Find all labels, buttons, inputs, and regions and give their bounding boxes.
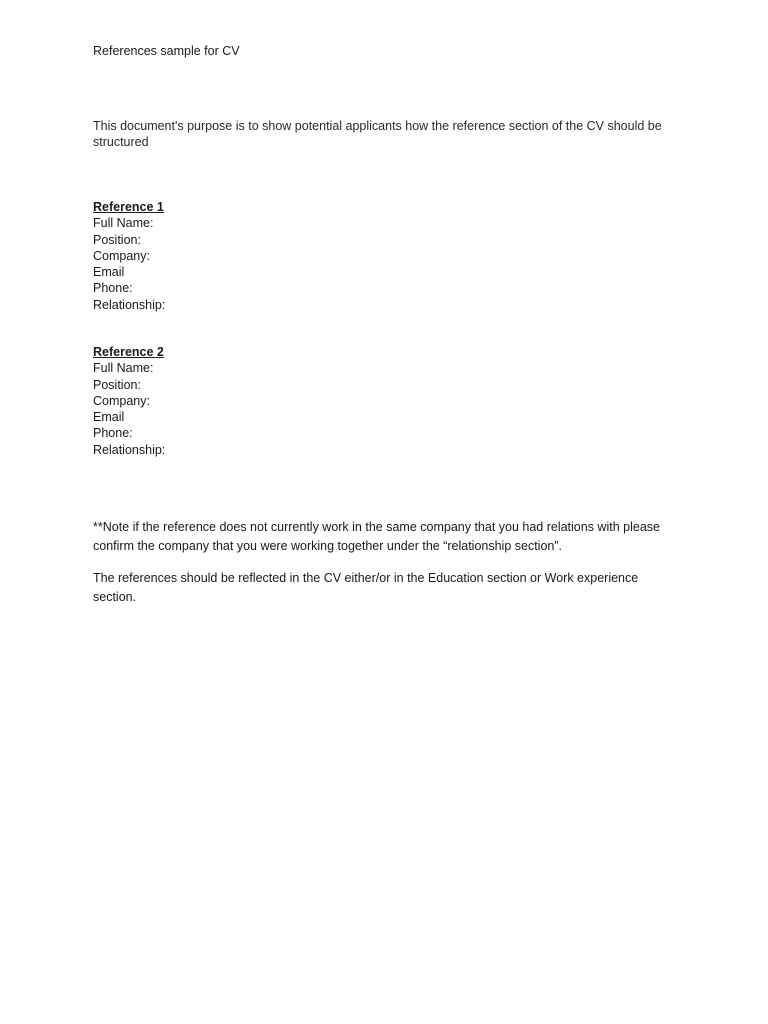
field-full-name: Full Name: [93, 216, 154, 231]
reference-block-2 [93, 344, 393, 458]
field-relationship: Relationship: [93, 442, 166, 457]
reference-heading: Reference 2 [93, 345, 164, 359]
document-title: References sample for CV [93, 44, 240, 58]
field-company: Company: [93, 393, 150, 408]
field-full-name: Full Name: [93, 361, 154, 376]
field-phone: Phone: [93, 426, 133, 441]
purpose-paragraph: This document's purpose is to show potential applicants how the reference section of the CV should be structured [93, 119, 662, 149]
field-position: Position: [93, 232, 141, 247]
field-email: Email [93, 265, 125, 280]
reference-block-1 [93, 199, 393, 313]
field-company: Company: [93, 248, 150, 263]
field-position: Position: [93, 377, 141, 392]
field-relationship: Relationship: [93, 297, 166, 312]
field-email: Email [93, 410, 125, 425]
note-paragraph: **Note if the reference does not currently work in the same company that you had relations with please confirm the company that you were working together under the “relationship section”. [93, 520, 660, 553]
reference-heading: Reference 1 [93, 200, 164, 214]
field-phone: Phone: [93, 281, 133, 296]
footer-note-paragraph: The references should be reflected in the CV either/or in the Education section or Work experience section. [93, 571, 639, 604]
